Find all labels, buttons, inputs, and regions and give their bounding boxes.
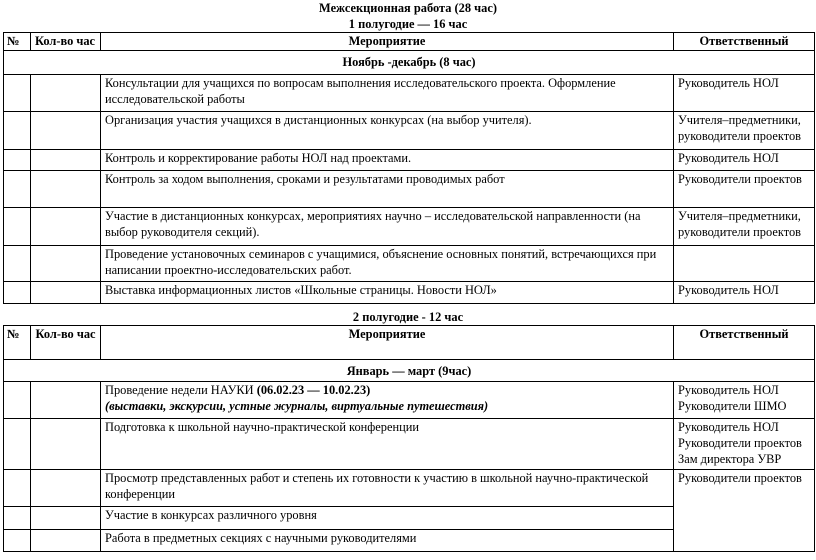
num-cell xyxy=(4,382,31,419)
hours-cell xyxy=(31,419,101,470)
section-row xyxy=(4,360,815,382)
table-row xyxy=(4,208,815,246)
hours-cell xyxy=(31,75,101,112)
num-cell xyxy=(4,419,31,470)
event-dates: (06.02.23 — 10.02.23) xyxy=(256,383,371,397)
col-header-hours: Кол-во час xyxy=(31,326,101,360)
table-row xyxy=(4,419,815,470)
responsible-cell: Руководитель НОЛ xyxy=(674,282,815,304)
hours-cell xyxy=(31,150,101,171)
responsible-cell: Руководитель НОЛ xyxy=(674,75,815,112)
responsible-line: Руководитель НОЛ xyxy=(678,383,779,397)
col-header-responsible: Ответственный xyxy=(674,326,815,360)
semester-1-title: 1 полугодие — 16 час xyxy=(348,17,468,31)
responsible-cell xyxy=(674,246,815,282)
section-title: Январь — март (9час) xyxy=(4,360,815,382)
num-cell xyxy=(4,75,31,112)
responsible-line: Руководители ШМО xyxy=(678,399,787,413)
responsible-cell: Руководитель НОЛ xyxy=(674,150,815,171)
event-cell: Участие в дистанционных конкурсах, мероприятиях научно – исследовательской направленности (на выбор руководителя секций). xyxy=(101,208,674,246)
plan-table-semester-2 xyxy=(3,325,815,552)
table-row xyxy=(4,171,815,208)
responsible-line: Руководитель НОЛ xyxy=(678,420,779,434)
hours-cell xyxy=(31,530,101,552)
hours-cell xyxy=(31,246,101,282)
hours-cell xyxy=(31,171,101,208)
hours-cell xyxy=(31,282,101,304)
responsible-cell xyxy=(674,419,815,470)
event-cell: Проведение установочных семинаров с учащимися, объяснение основных понятий, встречающихся при написании проектно-исследовательских работ. xyxy=(101,246,674,282)
responsible-cell: Руководители проектов xyxy=(674,470,815,552)
num-cell xyxy=(4,507,31,530)
event-cell: Контроль и корректирование работы НОЛ над проектами. xyxy=(101,150,674,171)
col-header-hours: Кол-во час xyxy=(31,33,101,51)
hours-cell xyxy=(31,507,101,530)
table-header-row xyxy=(4,33,815,51)
semester-2-title: 2 полугодие - 12 час xyxy=(352,310,464,324)
num-cell xyxy=(4,112,31,150)
event-cell: Подготовка к школьной научно-практической конференции xyxy=(101,419,674,470)
event-cell: Организация участия учащихся в дистанционных конкурсах (на выбор учителя). xyxy=(101,112,674,150)
table-row xyxy=(4,246,815,282)
table-row xyxy=(4,382,815,419)
table-row xyxy=(4,112,815,150)
section-title: Ноябрь -декабрь (8 час) xyxy=(4,51,815,75)
hours-cell xyxy=(31,208,101,246)
responsible-cell xyxy=(674,382,815,419)
num-cell xyxy=(4,530,31,552)
col-header-responsible: Ответственный xyxy=(674,33,815,51)
col-header-num: № xyxy=(4,33,31,51)
responsible-line: Руководители проектов xyxy=(678,436,802,450)
event-cell: Работа в предметных секциях с научными руководителями xyxy=(101,530,674,552)
responsible-cell: Руководители проектов xyxy=(674,171,815,208)
event-cell: Консультации для учащихся по вопросам выполнения исследовательского проекта. Оформление исследовательской работы xyxy=(101,75,674,112)
event-cell: Выставка информационных листов «Школьные страницы. Новости НОЛ» xyxy=(101,282,674,304)
hours-cell xyxy=(31,382,101,419)
section-row xyxy=(4,51,815,75)
event-cell: Просмотр представленных работ и степень их готовности к участию в школьной научно-практической конференции xyxy=(101,470,674,507)
event-cell xyxy=(101,382,674,419)
page-title: Межсекционная работа (28 час) xyxy=(319,1,497,15)
num-cell xyxy=(4,282,31,304)
col-header-event: Мероприятие xyxy=(101,33,674,51)
responsible-cell: Учителя–предметники, руководители проектов xyxy=(674,208,815,246)
table-header-row xyxy=(4,326,815,360)
event-text: Проведение недели НАУКИ xyxy=(105,383,257,397)
col-header-num: № xyxy=(4,326,31,360)
event-cell: Участие в конкурсах различного уровня xyxy=(101,507,674,530)
num-cell xyxy=(4,470,31,507)
num-cell xyxy=(4,150,31,171)
plan-table-semester-1 xyxy=(3,32,815,304)
col-header-event: Мероприятие xyxy=(101,326,674,360)
table-row xyxy=(4,150,815,171)
hours-cell xyxy=(31,112,101,150)
event-note: (выставки, экскурсии, устные журналы, виртуальные путешествия) xyxy=(105,399,489,413)
table-row xyxy=(4,470,815,507)
num-cell xyxy=(4,246,31,282)
responsible-cell: Учителя–предметники, руководители проектов xyxy=(674,112,815,150)
num-cell xyxy=(4,208,31,246)
table-row xyxy=(4,75,815,112)
responsible-line: Зам директора УВР xyxy=(678,452,782,466)
table-row xyxy=(4,282,815,304)
num-cell xyxy=(4,171,31,208)
event-cell: Контроль за ходом выполнения, сроками и результатами проводимых работ xyxy=(101,171,674,208)
hours-cell xyxy=(31,470,101,507)
